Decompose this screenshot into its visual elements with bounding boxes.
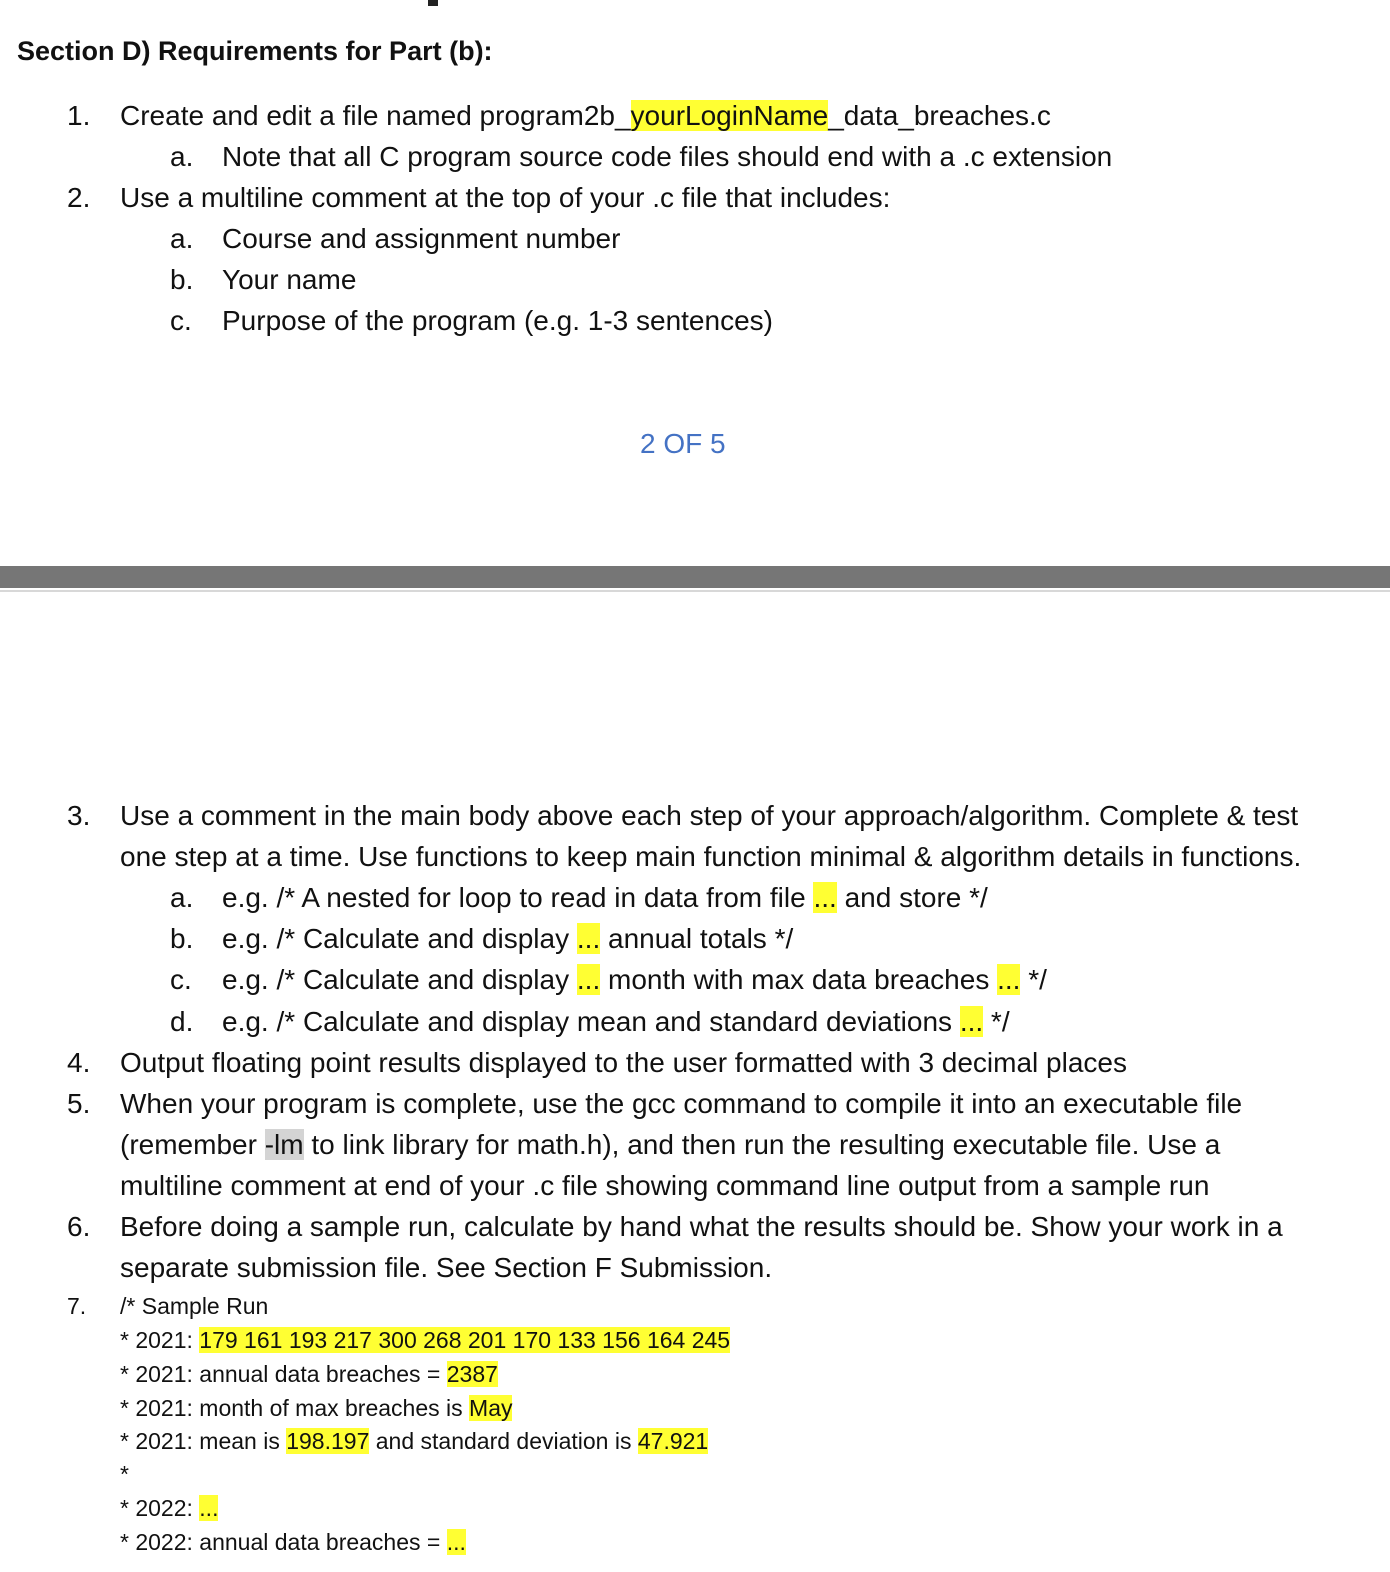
page-break-line (0, 590, 1390, 592)
item-3c-post: */ (1020, 964, 1047, 995)
item-4-text: Output floating point results displayed to the user formatted with 3 decimal places (120, 1047, 1127, 1078)
sample-run-line-1 (120, 1325, 730, 1355)
item-3c-text (222, 963, 1047, 997)
item-2b-text: Your name (222, 264, 357, 295)
item-3a-number: a. (170, 882, 194, 913)
item-3a-post: and store */ (836, 882, 988, 913)
lm-flag-highlight: -lm (264, 1129, 304, 1160)
sample-run-line-6 (120, 1493, 218, 1523)
ellipsis-highlight: ... (446, 1529, 466, 1555)
sample-line-4-mid: and standard deviation is (369, 1428, 638, 1454)
page-indicator: 2 OF 5 (640, 428, 726, 459)
sample-line-4-pre: * 2021: mean is (120, 1428, 287, 1454)
item-3b-text (222, 922, 793, 956)
item-5-number: 5. (67, 1088, 91, 1119)
sample-run-line-2 (120, 1359, 498, 1389)
item-3-line-1: Use a comment in the main body above each step of your approach/algorithm. Complete & test (120, 800, 1299, 831)
sample-run-line-5: * (120, 1461, 129, 1487)
item-3b-post: annual totals */ (600, 923, 794, 954)
item-1-pre: Create and edit a file named program2b_ (120, 100, 631, 131)
login-name-highlight: yourLoginName (630, 100, 829, 131)
item-3a-pre: e.g. /* A nested for loop to read in data from file (222, 882, 814, 913)
item-2-number: 2. (67, 182, 91, 213)
page-break-divider (0, 566, 1390, 588)
item-2-text: Use a multiline comment at the top of your .c file that includes: (120, 182, 891, 213)
sample-line-7-pre: * 2022: annual data breaches = (120, 1529, 447, 1555)
item-3d-number: d. (170, 1006, 194, 1037)
ellipsis-highlight: ... (997, 964, 1021, 995)
item-3-line-2: one step at a time. Use functions to keep main function minimal & algorithm details in functions. (120, 841, 1302, 872)
item-7-number: 7. (67, 1293, 87, 1319)
ellipsis-highlight: ... (959, 1006, 984, 1037)
item-5-line-2-pre: (remember (120, 1129, 265, 1160)
item-5-line-3: multiline comment at end of your .c file showing command line output from a sample run (120, 1170, 1210, 1201)
item-5-line-2-post: to link library for math.h), and then run the resulting executable file. Use a (303, 1129, 1221, 1160)
item-3a-text (222, 881, 988, 915)
top-edge-mark (428, 0, 438, 6)
annual-total-highlight: 2387 (446, 1361, 498, 1387)
item-6-line-1: Before doing a sample run, calculate by hand what the results should be. Show your work in a (120, 1211, 1283, 1242)
item-3c-pre: e.g. /* Calculate and display (222, 964, 577, 995)
section-title: Section D) Requirements for Part (b): (17, 36, 493, 66)
sample-line-1-pre: * 2021: (120, 1327, 200, 1353)
item-1-text (120, 99, 1051, 133)
item-2c-number: c. (170, 305, 192, 336)
item-1-number: 1. (67, 100, 91, 131)
item-1-post: _data_breaches.c (828, 100, 1051, 131)
item-3d-post: */ (983, 1006, 1010, 1037)
item-3c-mid: month with max data breaches (600, 964, 998, 995)
item-1a-number: a. (170, 141, 194, 172)
item-4-number: 4. (67, 1047, 91, 1078)
std-dev-highlight: 47.921 (637, 1428, 709, 1454)
ellipsis-highlight: ... (813, 882, 837, 913)
item-3b-number: b. (170, 923, 194, 954)
sample-line-6-pre: * 2022: (120, 1495, 200, 1521)
ellipsis-highlight: ... (576, 964, 601, 995)
sample-run-line-7 (120, 1527, 466, 1557)
sample-run-header: /* Sample Run (120, 1293, 269, 1319)
ellipsis-highlight: ... (199, 1495, 219, 1521)
item-3-number: 3. (67, 800, 91, 831)
item-2b-number: b. (170, 264, 194, 295)
item-1a-text: Note that all C program source code files should end with a .c extension (222, 141, 1113, 172)
sample-line-3-pre: * 2021: month of max breaches is (120, 1395, 470, 1421)
item-2a-number: a. (170, 223, 194, 254)
mean-highlight: 198.197 (286, 1428, 370, 1454)
item-6-number: 6. (67, 1211, 91, 1242)
item-6-line-2: separate submission file. See Section F Submission. (120, 1252, 773, 1283)
item-5-line-2 (120, 1128, 1220, 1162)
monthly-values-highlight: 179 161 193 217 300 268 201 170 133 156 164 245 (199, 1327, 731, 1353)
item-2c-text: Purpose of the program (e.g. 1-3 sentences) (222, 305, 773, 336)
item-2a-text: Course and assignment number (222, 223, 621, 254)
sample-line-2-pre: * 2021: annual data breaches = (120, 1361, 447, 1387)
item-5-line-1: When your program is complete, use the gcc command to compile it into an executable file (120, 1088, 1243, 1119)
item-3d-pre: e.g. /* Calculate and display mean and standard deviations (222, 1006, 960, 1037)
ellipsis-highlight: ... (576, 923, 601, 954)
sample-run-line-3 (120, 1393, 512, 1423)
item-3d-text (222, 1005, 1010, 1039)
item-3c-number: c. (170, 964, 192, 995)
sample-run-line-4 (120, 1426, 708, 1456)
item-3b-pre: e.g. /* Calculate and display (222, 923, 577, 954)
max-month-highlight: May (469, 1395, 513, 1421)
